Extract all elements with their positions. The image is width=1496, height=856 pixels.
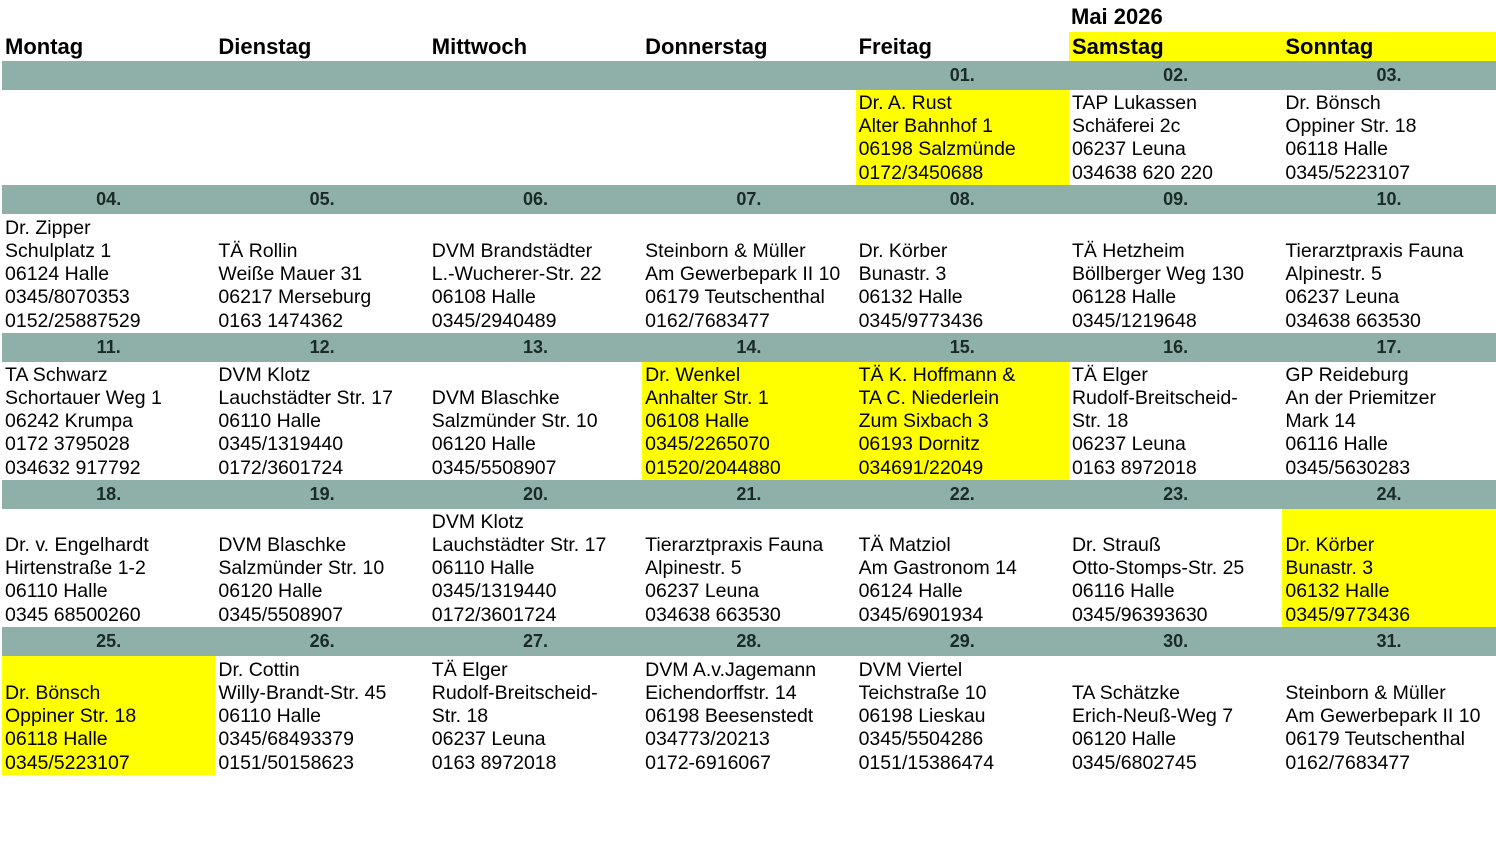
- vet-detail-line: Bunastr. 3: [858, 263, 947, 286]
- vet-detail-line: Weiße Mauer 31: [218, 263, 363, 286]
- date-number-row: [2, 480, 1496, 509]
- vet-detail-line: Oppiner Str. 18: [1285, 115, 1417, 138]
- vet-detail-line: 06132 Halle: [858, 286, 963, 309]
- vet-detail-line: 01520/2044880: [645, 456, 781, 479]
- vet-detail-line: 0163 1474362: [218, 309, 344, 332]
- vet-detail-line: 034638 663530: [1285, 309, 1421, 332]
- duty-cell: [1282, 509, 1495, 627]
- duty-cell: [1282, 656, 1495, 775]
- vet-detail-line: Böllberger Weg 130: [1071, 263, 1244, 286]
- weekday-tuesday: Dienstag: [218, 34, 312, 59]
- vet-detail-line: 06110 Halle: [218, 705, 322, 728]
- vet-detail-line: 0163 8972018: [1071, 456, 1197, 479]
- vet-detail-line: 0345/9773436: [1285, 603, 1411, 626]
- vet-name: Dr. Bönsch: [5, 681, 101, 704]
- date-number: 17.: [1376, 337, 1402, 357]
- vet-detail-line: 0172-6916067: [645, 751, 771, 774]
- date-number: 01.: [949, 65, 975, 85]
- date-number: 10.: [1376, 189, 1402, 209]
- weekday-header: [2, 32, 1496, 61]
- vet-detail-line: 034638 663530: [645, 603, 781, 626]
- vet-detail-line: 0162/7683477: [645, 309, 770, 332]
- vet-detail-line: Eichendorffstr. 14: [645, 681, 797, 704]
- weekday-wednesday: Mittwoch: [431, 34, 528, 59]
- date-number-row: [2, 61, 1496, 90]
- vet-detail-line: 06108 Halle: [431, 286, 536, 309]
- vet-detail-line: 034632 917792: [5, 456, 141, 479]
- weekday-sunday: Sonntag: [1282, 32, 1495, 61]
- vet-name: Tierarztpraxis Fauna: [1285, 239, 1464, 262]
- month-row: [2, 0, 1496, 32]
- date-number: 28.: [736, 631, 762, 651]
- date-number: 22.: [949, 484, 975, 504]
- vet-detail-line: 06110 Halle: [218, 410, 322, 433]
- date-number: [429, 61, 642, 90]
- weeks-container: [2, 61, 1496, 775]
- vet-detail-line: 0345 68500260: [5, 603, 141, 626]
- date-number: 31.: [1376, 631, 1402, 651]
- vet-detail-line: 06128 Halle: [1071, 286, 1177, 309]
- vet-name: Dr. Bönsch: [1285, 91, 1381, 114]
- date-number: 05.: [309, 189, 335, 209]
- vet-name: Dr. A. Rust: [858, 91, 952, 114]
- vet-detail-line: Alpinestr. 5: [645, 557, 742, 580]
- date-number: 03.: [1376, 65, 1402, 85]
- duty-cell: [2, 656, 215, 775]
- vet-detail-line: 0172/3601724: [431, 603, 557, 626]
- vet-detail-line: 06120 Halle: [1071, 728, 1177, 751]
- vet-detail-line: 06237 Leuna: [1285, 286, 1400, 309]
- duty-cell: [215, 656, 428, 775]
- vet-detail-line: 0152/25887529: [5, 309, 141, 332]
- weekday-saturday: Samstag: [1069, 32, 1282, 61]
- vet-name: TA Schätzke: [1071, 681, 1180, 704]
- vet-detail-line: 06118 Halle: [1285, 138, 1388, 161]
- vet-detail-line: 06237 Leuna: [1071, 433, 1186, 456]
- weekday-friday: Freitag: [858, 34, 932, 59]
- duty-cell: [1282, 90, 1495, 185]
- vet-name: Tierarztpraxis Fauna: [645, 533, 824, 556]
- vet-detail-line: Otto-Stomps-Str. 25: [1071, 557, 1245, 580]
- vet-detail-line: 0345/8070353: [5, 286, 130, 309]
- date-number: 30.: [1163, 631, 1189, 651]
- date-number: 09.: [1163, 189, 1189, 209]
- vet-name: Dr. Strauß: [1071, 533, 1161, 556]
- duty-cell: [215, 214, 428, 333]
- vet-name: DVM Klotz: [218, 363, 311, 386]
- vet-detail-line: Erich-Neuß-Weg 7: [1071, 705, 1234, 728]
- date-number: [2, 61, 215, 90]
- duty-cell: [2, 90, 215, 185]
- vet-detail-line: 0345/5508907: [218, 603, 344, 626]
- date-number: 16.: [1163, 337, 1189, 357]
- vet-detail-line: Schäferei 2c: [1071, 115, 1181, 138]
- vet-detail-line: 06217 Merseburg: [218, 286, 372, 309]
- vet-detail-line: 0345/2940489: [431, 309, 557, 332]
- vet-detail-line: Oppiner Str. 18: [5, 705, 137, 728]
- date-number: 29.: [949, 631, 975, 651]
- vet-detail-line: Anhalter Str. 1: [645, 386, 769, 409]
- vet-detail-line: 06237 Leuna: [645, 580, 760, 603]
- duty-cell: [856, 509, 1069, 627]
- vet-name: Steinborn & Müller: [1285, 681, 1446, 704]
- vet-name: TÄ Elger: [1071, 363, 1148, 386]
- vet-detail-line: 0345/6901934: [858, 603, 984, 626]
- date-number: 20.: [522, 484, 548, 504]
- vet-detail-line: Zum Sixbach 3: [858, 410, 989, 433]
- date-number-row: [2, 333, 1496, 362]
- vet-name: DVM Viertel: [858, 658, 963, 681]
- duty-cell: [1069, 214, 1282, 333]
- duty-cell: [429, 90, 642, 185]
- duty-cell: [642, 90, 855, 185]
- date-number: 15.: [949, 337, 975, 357]
- duty-cell: [2, 214, 215, 333]
- duty-entry-row: [2, 214, 1496, 333]
- vet-detail-line: 0151/50158623: [218, 751, 354, 774]
- date-number: [642, 61, 855, 90]
- vet-detail-line: 06242 Krumpa: [5, 410, 133, 433]
- vet-detail-line: An der Priemitzer: [1285, 386, 1436, 409]
- vet-name: TÄ K. Hoffmann &: [858, 363, 1016, 386]
- vet-detail-line: Salzmünder Str. 10: [431, 410, 598, 433]
- calendar: [2, 0, 1496, 775]
- vet-detail-line: Rudolf-Breitscheid-: [431, 681, 598, 704]
- month-title: Mai 2026: [1071, 4, 1163, 29]
- vet-detail-line: 034638 620 220: [1071, 161, 1213, 184]
- vet-detail-line: 06120 Halle: [218, 580, 323, 603]
- date-number: 02.: [1163, 65, 1189, 85]
- vet-name: TÄ Hetzheim: [1071, 239, 1185, 262]
- vet-detail-line: Am Gewerbepark II 10: [1285, 705, 1481, 728]
- vet-detail-line: Hirtenstraße 1-2: [5, 557, 146, 580]
- vet-detail-line: Str. 18: [431, 705, 489, 728]
- duty-cell: [429, 362, 642, 480]
- vet-detail-line: 0345/6802745: [1071, 751, 1197, 774]
- date-number: 12.: [309, 337, 335, 357]
- duty-cell: [429, 656, 642, 775]
- vet-detail-line: 06110 Halle: [5, 580, 108, 603]
- vet-name: Dr. Zipper: [5, 216, 91, 239]
- vet-detail-line: 06198 Salzmünde: [858, 138, 1016, 161]
- vet-detail-line: 0345/5630283: [1285, 456, 1411, 479]
- vet-name: TÄ Elger: [431, 658, 508, 681]
- vet-detail-line: Str. 18: [1071, 410, 1129, 433]
- vet-name: DVM Blaschke: [218, 533, 347, 556]
- duty-entry-row: [2, 362, 1496, 480]
- vet-detail-line: 06193 Dornitz: [858, 433, 980, 456]
- vet-detail-line: 0345/2265070: [645, 433, 770, 456]
- duty-entry-row: [2, 90, 1496, 185]
- duty-cell: [856, 90, 1069, 185]
- duty-entry-row: [2, 509, 1496, 627]
- vet-name: TÄ Rollin: [218, 239, 298, 262]
- duty-cell: [1282, 362, 1495, 480]
- vet-name: DVM Klotz: [431, 510, 524, 533]
- date-number: 26.: [309, 631, 335, 651]
- vet-detail-line: 06120 Halle: [431, 433, 536, 456]
- duty-cell: [2, 362, 215, 480]
- vet-detail-line: Willy-Brandt-Str. 45: [218, 681, 387, 704]
- duty-cell: [856, 656, 1069, 775]
- date-number: 24.: [1376, 484, 1402, 504]
- vet-detail-line: Lauchstädter Str. 17: [431, 533, 607, 556]
- vet-detail-line: 06116 Halle: [1285, 433, 1388, 456]
- duty-entry-row: [2, 656, 1496, 775]
- vet-detail-line: Salzmünder Str. 10: [218, 557, 385, 580]
- vet-detail-line: Teichstraße 10: [858, 681, 987, 704]
- date-number: 23.: [1163, 484, 1189, 504]
- date-number: 13.: [522, 337, 548, 357]
- vet-detail-line: 034691/22049: [858, 456, 984, 479]
- vet-detail-line: 06237 Leuna: [1071, 138, 1186, 161]
- vet-detail-line: 0151/15386474: [858, 751, 995, 774]
- date-number: 11.: [96, 337, 121, 357]
- vet-detail-line: Schulplatz 1: [5, 239, 112, 262]
- vet-detail-line: 0345/5223107: [1285, 161, 1411, 184]
- vet-detail-line: Am Gastronom 14: [858, 557, 1017, 580]
- weekday-monday: Montag: [5, 34, 84, 59]
- date-number: 21.: [736, 484, 762, 504]
- vet-detail-line: 0345/5223107: [5, 751, 130, 774]
- vet-name: Steinborn & Müller: [645, 239, 806, 262]
- vet-detail-line: 0345/9773436: [858, 309, 984, 332]
- duty-cell: [1069, 90, 1282, 185]
- vet-detail-line: 06132 Halle: [1285, 580, 1390, 603]
- vet-detail-line: Lauchstädter Str. 17: [218, 386, 393, 409]
- vet-detail-line: 06110 Halle: [431, 557, 535, 580]
- vet-name: DVM A.v.Jagemann: [645, 658, 817, 681]
- vet-detail-line: 0345/1319440: [218, 433, 344, 456]
- vet-detail-line: 06198 Lieskau: [858, 705, 986, 728]
- date-number: 27.: [522, 631, 548, 651]
- vet-detail-line: Rudolf-Breitscheid-: [1071, 386, 1238, 409]
- vet-detail-line: 0345/5508907: [431, 456, 557, 479]
- vet-detail-line: 0172/3450688: [858, 161, 984, 184]
- vet-name: Dr. Cottin: [218, 658, 300, 681]
- vet-detail-line: 0162/7683477: [1285, 751, 1411, 774]
- vet-detail-line: 06124 Halle: [5, 263, 110, 286]
- duty-cell: [642, 362, 855, 480]
- vet-detail-line: TA C. Niederlein: [858, 386, 1000, 409]
- duty-cell: [1069, 509, 1282, 627]
- date-number: 07.: [736, 189, 762, 209]
- vet-detail-line: Alter Bahnhof 1: [858, 115, 993, 138]
- date-number: 08.: [949, 189, 975, 209]
- duty-cell: [215, 90, 428, 185]
- duty-cell: [642, 214, 855, 333]
- vet-detail-line: L.-Wucherer-Str. 22: [431, 263, 602, 286]
- date-number: [215, 61, 428, 90]
- date-number: 19.: [309, 484, 335, 504]
- duty-cell: [642, 509, 855, 627]
- duty-cell: [856, 214, 1069, 333]
- vet-name: TÄ Matziol: [858, 533, 951, 556]
- duty-cell: [429, 509, 642, 627]
- vet-detail-line: 034773/20213: [645, 728, 770, 751]
- vet-name: Dr. Körber: [1285, 533, 1375, 556]
- vet-detail-line: Am Gewerbepark II 10: [645, 263, 841, 286]
- vet-name: TA Schwarz: [5, 363, 108, 386]
- vet-detail-line: 06198 Beesenstedt: [645, 705, 814, 728]
- duty-cell: [2, 509, 215, 627]
- vet-name: Dr. v. Engelhardt: [5, 533, 149, 556]
- date-number-row: [2, 185, 1496, 214]
- vet-name: GP Reideburg: [1285, 363, 1409, 386]
- vet-name: TAP Lukassen: [1071, 91, 1197, 114]
- duty-cell: [1069, 362, 1282, 480]
- vet-detail-line: 06179 Teutschenthal: [645, 286, 825, 309]
- vet-detail-line: 06179 Teutschenthal: [1285, 728, 1465, 751]
- duty-cell: [215, 509, 428, 627]
- duty-cell: [1282, 214, 1495, 333]
- date-number: 18.: [96, 484, 122, 504]
- vet-detail-line: 0345/1219648: [1071, 309, 1197, 332]
- duty-cell: [1069, 656, 1282, 775]
- vet-name: Dr. Wenkel: [645, 363, 741, 386]
- vet-detail-line: 0345/1319440: [431, 580, 557, 603]
- duty-cell: [642, 656, 855, 775]
- date-number: 14.: [736, 337, 762, 357]
- date-number: 06.: [522, 189, 548, 209]
- duty-cell: [856, 362, 1069, 480]
- vet-detail-line: 06118 Halle: [5, 728, 108, 751]
- vet-detail-line: 06124 Halle: [858, 580, 963, 603]
- vet-detail-line: 0172/3601724: [218, 456, 344, 479]
- vet-detail-line: 0172 3795028: [5, 433, 130, 456]
- vet-detail-line: 06116 Halle: [1071, 580, 1175, 603]
- vet-detail-line: 06108 Halle: [645, 410, 750, 433]
- vet-detail-line: 0345/68493379: [218, 728, 354, 751]
- vet-detail-line: 0163 8972018: [431, 751, 557, 774]
- weekday-thursday: Donnerstag: [645, 34, 768, 59]
- vet-name: DVM Blaschke: [431, 386, 560, 409]
- vet-detail-line: Mark 14: [1285, 410, 1356, 433]
- vet-name: DVM Brandstädter: [431, 239, 593, 262]
- vet-detail-line: Schortauer Weg 1: [5, 386, 162, 409]
- date-number: 25.: [96, 631, 122, 651]
- vet-detail-line: 0345/96393630: [1071, 603, 1208, 626]
- vet-detail-line: 06237 Leuna: [431, 728, 546, 751]
- vet-detail-line: Alpinestr. 5: [1285, 263, 1382, 286]
- duty-cell: [429, 214, 642, 333]
- vet-name: Dr. Körber: [858, 239, 948, 262]
- vet-detail-line: 0345/5504286: [858, 728, 984, 751]
- date-number-row: [2, 627, 1496, 656]
- duty-cell: [215, 362, 428, 480]
- vet-detail-line: Bunastr. 3: [1285, 557, 1374, 580]
- date-number: 04.: [96, 189, 122, 209]
